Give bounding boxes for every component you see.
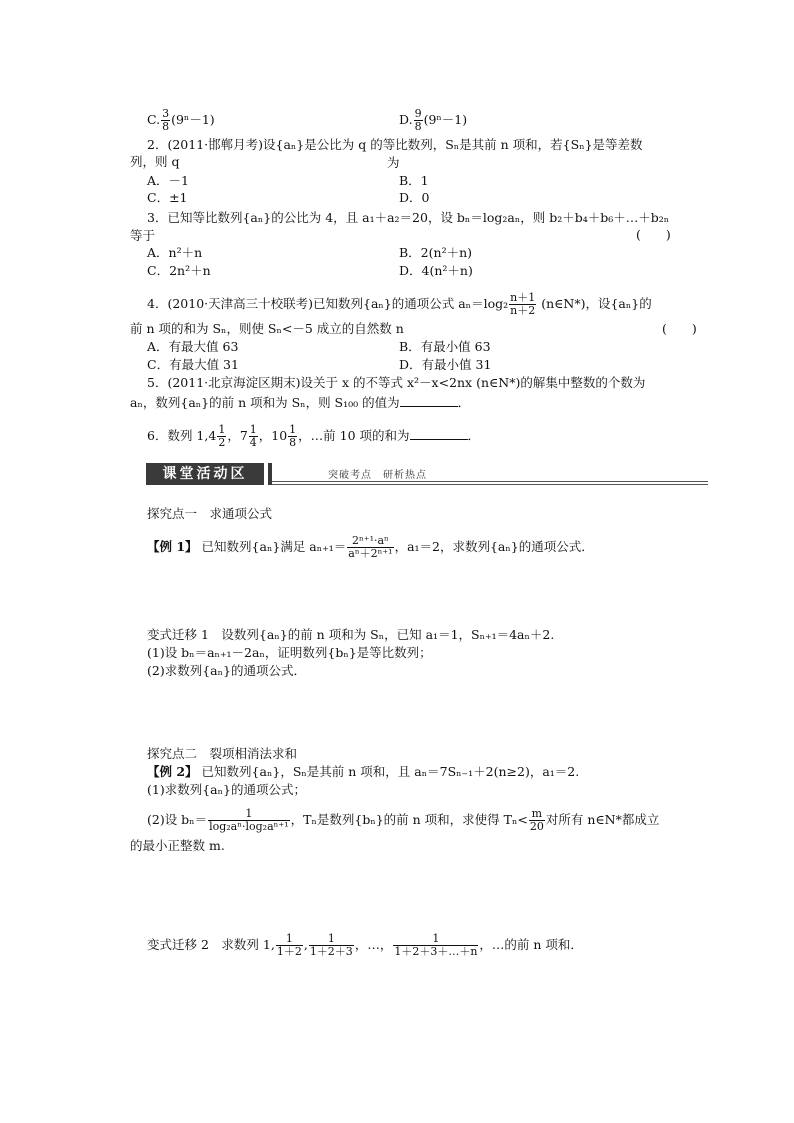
question-3-option-a: A．n²＋n (147, 245, 203, 260)
question-3-option-b: B．2(n²＋n) (399, 245, 473, 260)
question-2-line-1: 2．(2011·邯郸月考)设{aₙ}是公比为 q 的等比数列，Sₙ是其前 n 项和，若{Sₙ}是等差数 (147, 137, 643, 152)
fraction-numerator: 1 (289, 423, 297, 436)
section-1-heading: 探究点一 求通项公式 (147, 506, 273, 521)
question-3-option-d: D．4(n²＋n) (399, 263, 473, 278)
fraction-numerator: 9 (414, 107, 422, 120)
fraction (276, 933, 303, 958)
banner-title: 课堂活动区 (146, 463, 264, 485)
question-3-line-2: 等于 (130, 228, 156, 243)
variant-2-text-a: 变式迁移 2 求数列 1, (147, 937, 275, 952)
banner-subtitle: 突破考点 研析热点 (328, 470, 427, 481)
variant-1-line-2: (1)设 bₙ＝aₙ₊₁－2aₙ，证明数列{bₙ}是等比数列； (147, 645, 432, 660)
section-banner (146, 463, 708, 487)
question-2-option-a: A．－1 (147, 173, 189, 188)
option-label: C. (147, 112, 161, 127)
variant-2-line: 变式迁移 2 求数列 1, $\frac{1}{1+2}$ , $\frac{1}{1+2+3}$ ，…， $\frac{1}{1+2+3+\dots+n}$ ，…的前 n 项和． (147, 932, 583, 958)
fraction-numerator: 2ⁿ⁺¹·aⁿ (347, 535, 393, 548)
fraction (288, 424, 297, 449)
fraction-denominator: 8 (162, 120, 170, 133)
variant-2-ellipsis: ，…， (354, 937, 393, 952)
option-d-top (399, 108, 467, 133)
fraction (217, 424, 226, 449)
question-6-text-a: 6．数列 1,4 (147, 428, 217, 443)
fraction (208, 808, 290, 833)
example-2-line-4: 的最小正整数 m. (130, 838, 225, 853)
question-6-line (147, 424, 480, 449)
fraction-denominator: 20 (529, 820, 544, 833)
question-5-period: ． (457, 395, 471, 410)
question-6-text-c: ，10 (258, 428, 288, 443)
fraction-denominator: 4 (249, 436, 257, 449)
variant-2-text-b: ，…的前 n 项和． (479, 937, 583, 952)
question-6-period: ． (467, 428, 481, 443)
fraction-numerator: 1 (276, 933, 303, 946)
example-2-text-a: (2)设 bₙ＝ (147, 812, 208, 827)
fraction-numerator: 1 (393, 933, 478, 946)
fraction-numerator: 1 (208, 808, 290, 821)
fraction-denominator: log₂aⁿ·log₂aⁿ⁺¹ (209, 820, 289, 833)
example-2-line-1 (147, 764, 579, 780)
fraction (509, 292, 536, 317)
fraction-denominator: 1＋2 (276, 945, 302, 958)
variant-1-line-3: (2)求数列{aₙ}的通项公式． (147, 663, 306, 678)
question-4-text-b: (n∈N*)，设{aₙ}的 (537, 296, 652, 311)
fraction-denominator: 8 (289, 436, 297, 449)
example-2-line-3 (147, 808, 659, 833)
example-2-text-c: 对所有 n∈N*都成立 (545, 812, 660, 827)
question-4-text-a: 4．(2010·天津高三十校联考)已知数列{aₙ}的通项公式 aₙ＝log₂ (147, 296, 509, 311)
fraction-denominator: 2 (218, 436, 226, 449)
question-4-option-b: B．有最小值 63 (399, 339, 491, 354)
question-4-option-d: D．有最小值 31 (399, 357, 492, 372)
example-2-text: 已知数列{aₙ}，Sₙ是其前 n 项和，且 aₙ＝7Sₙ₋₁＋2(n≥2)，a₁＝2. (201, 764, 580, 779)
question-4-option-c: C．有最大值 31 (147, 357, 239, 372)
example-label: 【例 1】 (147, 539, 198, 554)
option-text: (9ⁿ－1) (171, 112, 215, 127)
question-3-option-c: C．2n²＋n (147, 263, 211, 278)
fraction (161, 108, 170, 133)
question-3-line-1: 3．已知等比数列{aₙ}的公比为 4，且 a₁＋a₂＝20，设 bₙ＝log₂aₙ，则 b₂＋b₄＋b₆＋…＋b₂ₙ (147, 210, 670, 225)
question-3-answer-paren: ( ) (636, 227, 671, 242)
fraction (249, 424, 258, 449)
fraction (414, 108, 423, 133)
question-2-option-c: C．±1 (147, 190, 188, 205)
question-2-line-2a: 列，则 q (130, 154, 180, 169)
fraction (529, 808, 545, 833)
fraction-denominator: aⁿ＋2ⁿ⁺¹ (348, 547, 393, 560)
option-c-top (147, 108, 215, 133)
example-1 (147, 535, 594, 560)
fraction (309, 933, 354, 958)
fraction-numerator: m (529, 808, 545, 821)
fraction-denominator: 1＋2＋3 (309, 945, 353, 958)
question-6-text-d: ，…前 10 项的和为 (298, 428, 410, 443)
option-text: (9ⁿ－1) (423, 112, 468, 127)
example-1-text-a: 已知数列{aₙ}满足 aₙ₊₁＝ (201, 539, 347, 554)
banner-rule (272, 484, 708, 485)
fraction-numerator: n＋1 (510, 291, 536, 304)
option-label: D. (399, 112, 413, 127)
fraction-denominator: 1＋2＋3＋…＋n (394, 945, 478, 958)
variant-1-line-1: 变式迁移 1 设数列{aₙ}的前 n 项和为 Sₙ，已知 a₁＝1，Sₙ₊₁＝4aₙ＋2. (147, 627, 555, 642)
section-2-heading: 探究点二 裂项相消法求和 (147, 746, 298, 761)
example-2-line-2: (1)求数列{aₙ}的通项公式； (147, 782, 306, 797)
answer-blank[interactable] (400, 394, 458, 407)
example-label: 【例 2】 (147, 764, 198, 779)
fraction-numerator: 1 (218, 423, 226, 436)
fraction-numerator: 1 (309, 933, 354, 946)
question-6-text-b: ，7 (227, 428, 248, 443)
question-5-line-2 (130, 394, 470, 411)
question-4-option-a: A．有最大值 63 (147, 339, 239, 354)
question-2-option-b: B．1 (399, 173, 429, 188)
fraction-numerator: 3 (162, 107, 170, 120)
question-4-line-2: 前 n 项的和为 Sₙ，则使 Sₙ<－5 成立的自然数 n (130, 321, 404, 336)
fraction-numerator: 1 (249, 423, 257, 436)
question-5-text: aₙ，数列{aₙ}的前 n 项和为 Sₙ，则 S₁₀₀ 的值为 (130, 395, 400, 410)
example-1-text-b: ，a₁＝2，求数列{aₙ}的通项公式． (394, 539, 594, 554)
fraction (347, 535, 393, 560)
question-4-answer-paren: ( ) (662, 321, 697, 336)
fraction-denominator: 8 (414, 120, 422, 133)
fraction-denominator: n＋2 (510, 304, 536, 317)
question-2-option-d: D．0 (399, 190, 430, 205)
fraction (393, 933, 478, 958)
answer-blank[interactable] (410, 427, 468, 440)
question-2-line-2b: 为 (387, 155, 400, 170)
question-5-line-1: 5．(2011·北京海淀区期末)设关于 x 的不等式 x²－x<2nx (n∈N*)的解集中整数的个数为 (147, 375, 646, 390)
question-4-line-1 (147, 292, 652, 317)
banner-rule (272, 481, 708, 482)
example-2-text-b: ，Tₙ是数列{bₙ}的前 n 项和，求使得 Tₙ< (290, 812, 528, 827)
